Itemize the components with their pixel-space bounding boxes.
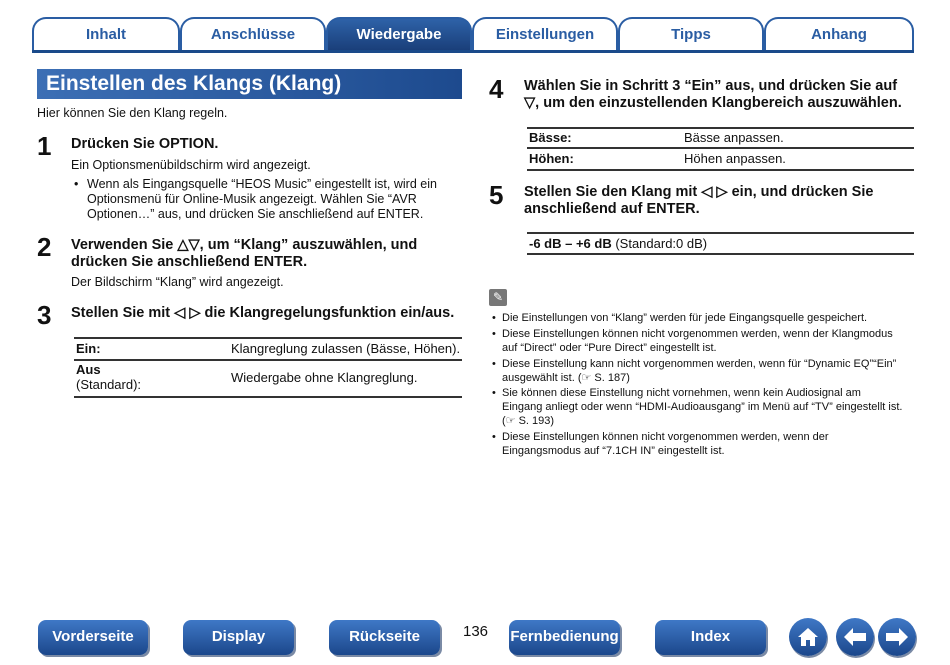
option-key-aus-standard: (Standard): <box>76 377 142 392</box>
note-1: • Die Einstellungen von “Klang” werden für jede Eingangsquelle gespeichert. <box>502 311 867 325</box>
step-5-heading-line2: anschließend auf ENTER. <box>524 201 700 217</box>
step-4-heading-line2: ▽, um den einzustellenden Klangbereich auszuwählen. <box>524 95 902 111</box>
note-4-line3[interactable]: (☞ S. 193) <box>502 415 555 427</box>
note-4-line2: Eingang anliegt oder wenn “HDMI-Audioausgang” im Menü auf “TV” eingestellt ist. <box>502 401 903 413</box>
option-key-ein: Ein: <box>76 341 101 356</box>
step-1-bullet-line3: Optionen…” aus, und drücken Sie anschließend auf ENTER. <box>87 207 424 221</box>
table-divider <box>74 337 462 339</box>
step-2-number: 2 <box>37 232 52 262</box>
fernbedienung-button[interactable]: Fernbedienung <box>509 620 620 655</box>
vorderseite-button[interactable]: Vorderseite <box>38 620 148 655</box>
step-2-text: Der Bildschirm “Klang” wird angezeigt. <box>71 275 284 289</box>
step-5-heading: Stellen Sie den Klang mit ◁ ▷ ein, und drücken Sie <box>524 184 874 200</box>
table-divider <box>527 169 914 171</box>
note-2-line2: auf “Direct” oder “Pure Direct” eingestellt ist. <box>502 342 717 354</box>
arrow-right-glyph <box>884 625 910 649</box>
option-key-aus: Aus <box>76 362 101 377</box>
step-1-bullet-line2: Optionsmenü für Online-Musik angezeigt. Wählen Sie “AVR <box>87 192 417 206</box>
rueckseite-button[interactable]: Rückseite <box>329 620 440 655</box>
step-1-heading: Drücken Sie OPTION. <box>71 136 219 152</box>
page-title: Einstellen des Klangs (Klang) <box>37 69 462 99</box>
step-1-text: Ein Optionsmenübildschirm wird angezeigt. <box>71 158 311 172</box>
tab-tipps[interactable]: Tipps <box>618 17 764 50</box>
option-value-ein: Klangreglung zulassen (Bässe, Höhen). <box>231 341 461 356</box>
table-divider <box>527 127 914 129</box>
step-2-heading: Verwenden Sie △▽, um “Klang” auszuwählen, und <box>71 237 418 253</box>
table-divider <box>74 396 462 398</box>
table-divider <box>527 253 914 255</box>
step-3-heading: Stellen Sie mit ◁ ▷ die Klangregelungsfunktion ein/aus. <box>71 305 455 321</box>
option-value-aus: Wiedergabe ohne Klangreglung. <box>231 370 418 385</box>
index-button[interactable]: Index <box>655 620 766 655</box>
arrow-left-glyph <box>842 625 868 649</box>
range-value-baesse: Bässe anpassen. <box>684 130 784 145</box>
step-2-heading-line2: drücken Sie anschließend ENTER. <box>71 254 308 270</box>
tab-einstellungen[interactable]: Einstellungen <box>472 17 618 50</box>
home-icon-glyph <box>796 625 820 649</box>
note-3-line2[interactable]: ausgewählt ist. (☞ S. 187) <box>502 372 630 384</box>
step-5-number: 5 <box>489 180 504 210</box>
note-5: • Diese Einstellungen können nicht vorgenommen werden, wenn der <box>502 430 829 444</box>
range-value-hoehen: Höhen anpassen. <box>684 151 786 166</box>
step-1-number: 1 <box>37 131 52 161</box>
step-4-number: 4 <box>489 74 504 104</box>
pencil-icon: ✎ <box>489 289 507 306</box>
note-5-line2: Eingangsmodus auf “7.1CH IN” eingestellt ist. <box>502 445 725 457</box>
tab-anhang[interactable]: Anhang <box>764 17 914 50</box>
section-tabs <box>32 17 914 53</box>
page-number: 136 <box>463 623 489 640</box>
tab-anschluesse[interactable]: Anschlüsse <box>180 17 326 50</box>
step-1-bullet: • Wenn als Eingangsquelle “HEOS Music” eingestellt ist, wird ein <box>87 177 437 192</box>
table-divider <box>74 359 462 361</box>
range-key-baesse: Bässe: <box>529 130 572 145</box>
home-icon[interactable] <box>789 618 827 656</box>
tab-wiedergabe[interactable]: Wiedergabe <box>326 17 472 50</box>
tab-baseline <box>32 50 914 53</box>
arrow-right-icon[interactable] <box>878 618 916 656</box>
range-value <box>529 236 707 251</box>
table-divider <box>527 147 914 149</box>
step-4-heading: Wählen Sie in Schritt 3 “Ein” aus, und drücken Sie auf <box>524 78 898 94</box>
range-default: (Standard:0 dB) <box>611 236 708 251</box>
arrow-left-icon[interactable] <box>836 618 874 656</box>
display-button[interactable]: Display <box>183 620 294 655</box>
step-3-number: 3 <box>37 300 52 330</box>
range-key-hoehen: Höhen: <box>529 151 574 166</box>
table-divider <box>527 232 914 234</box>
note-3: • Diese Einstellung kann nicht vorgenommen werden, wenn für “Dynamic EQ”“Ein” <box>502 357 896 371</box>
note-4: • Sie können diese Einstellung nicht vornehmen, wenn kein Audiosignal am <box>502 386 861 400</box>
tab-inhalt[interactable]: Inhalt <box>32 17 180 50</box>
intro-text: Hier können Sie den Klang regeln. <box>37 106 228 120</box>
range-bold: -6 dB – +6 dB <box>529 236 612 251</box>
note-2: • Diese Einstellungen können nicht vorgenommen werden, wenn der Klangmodus <box>502 327 893 341</box>
